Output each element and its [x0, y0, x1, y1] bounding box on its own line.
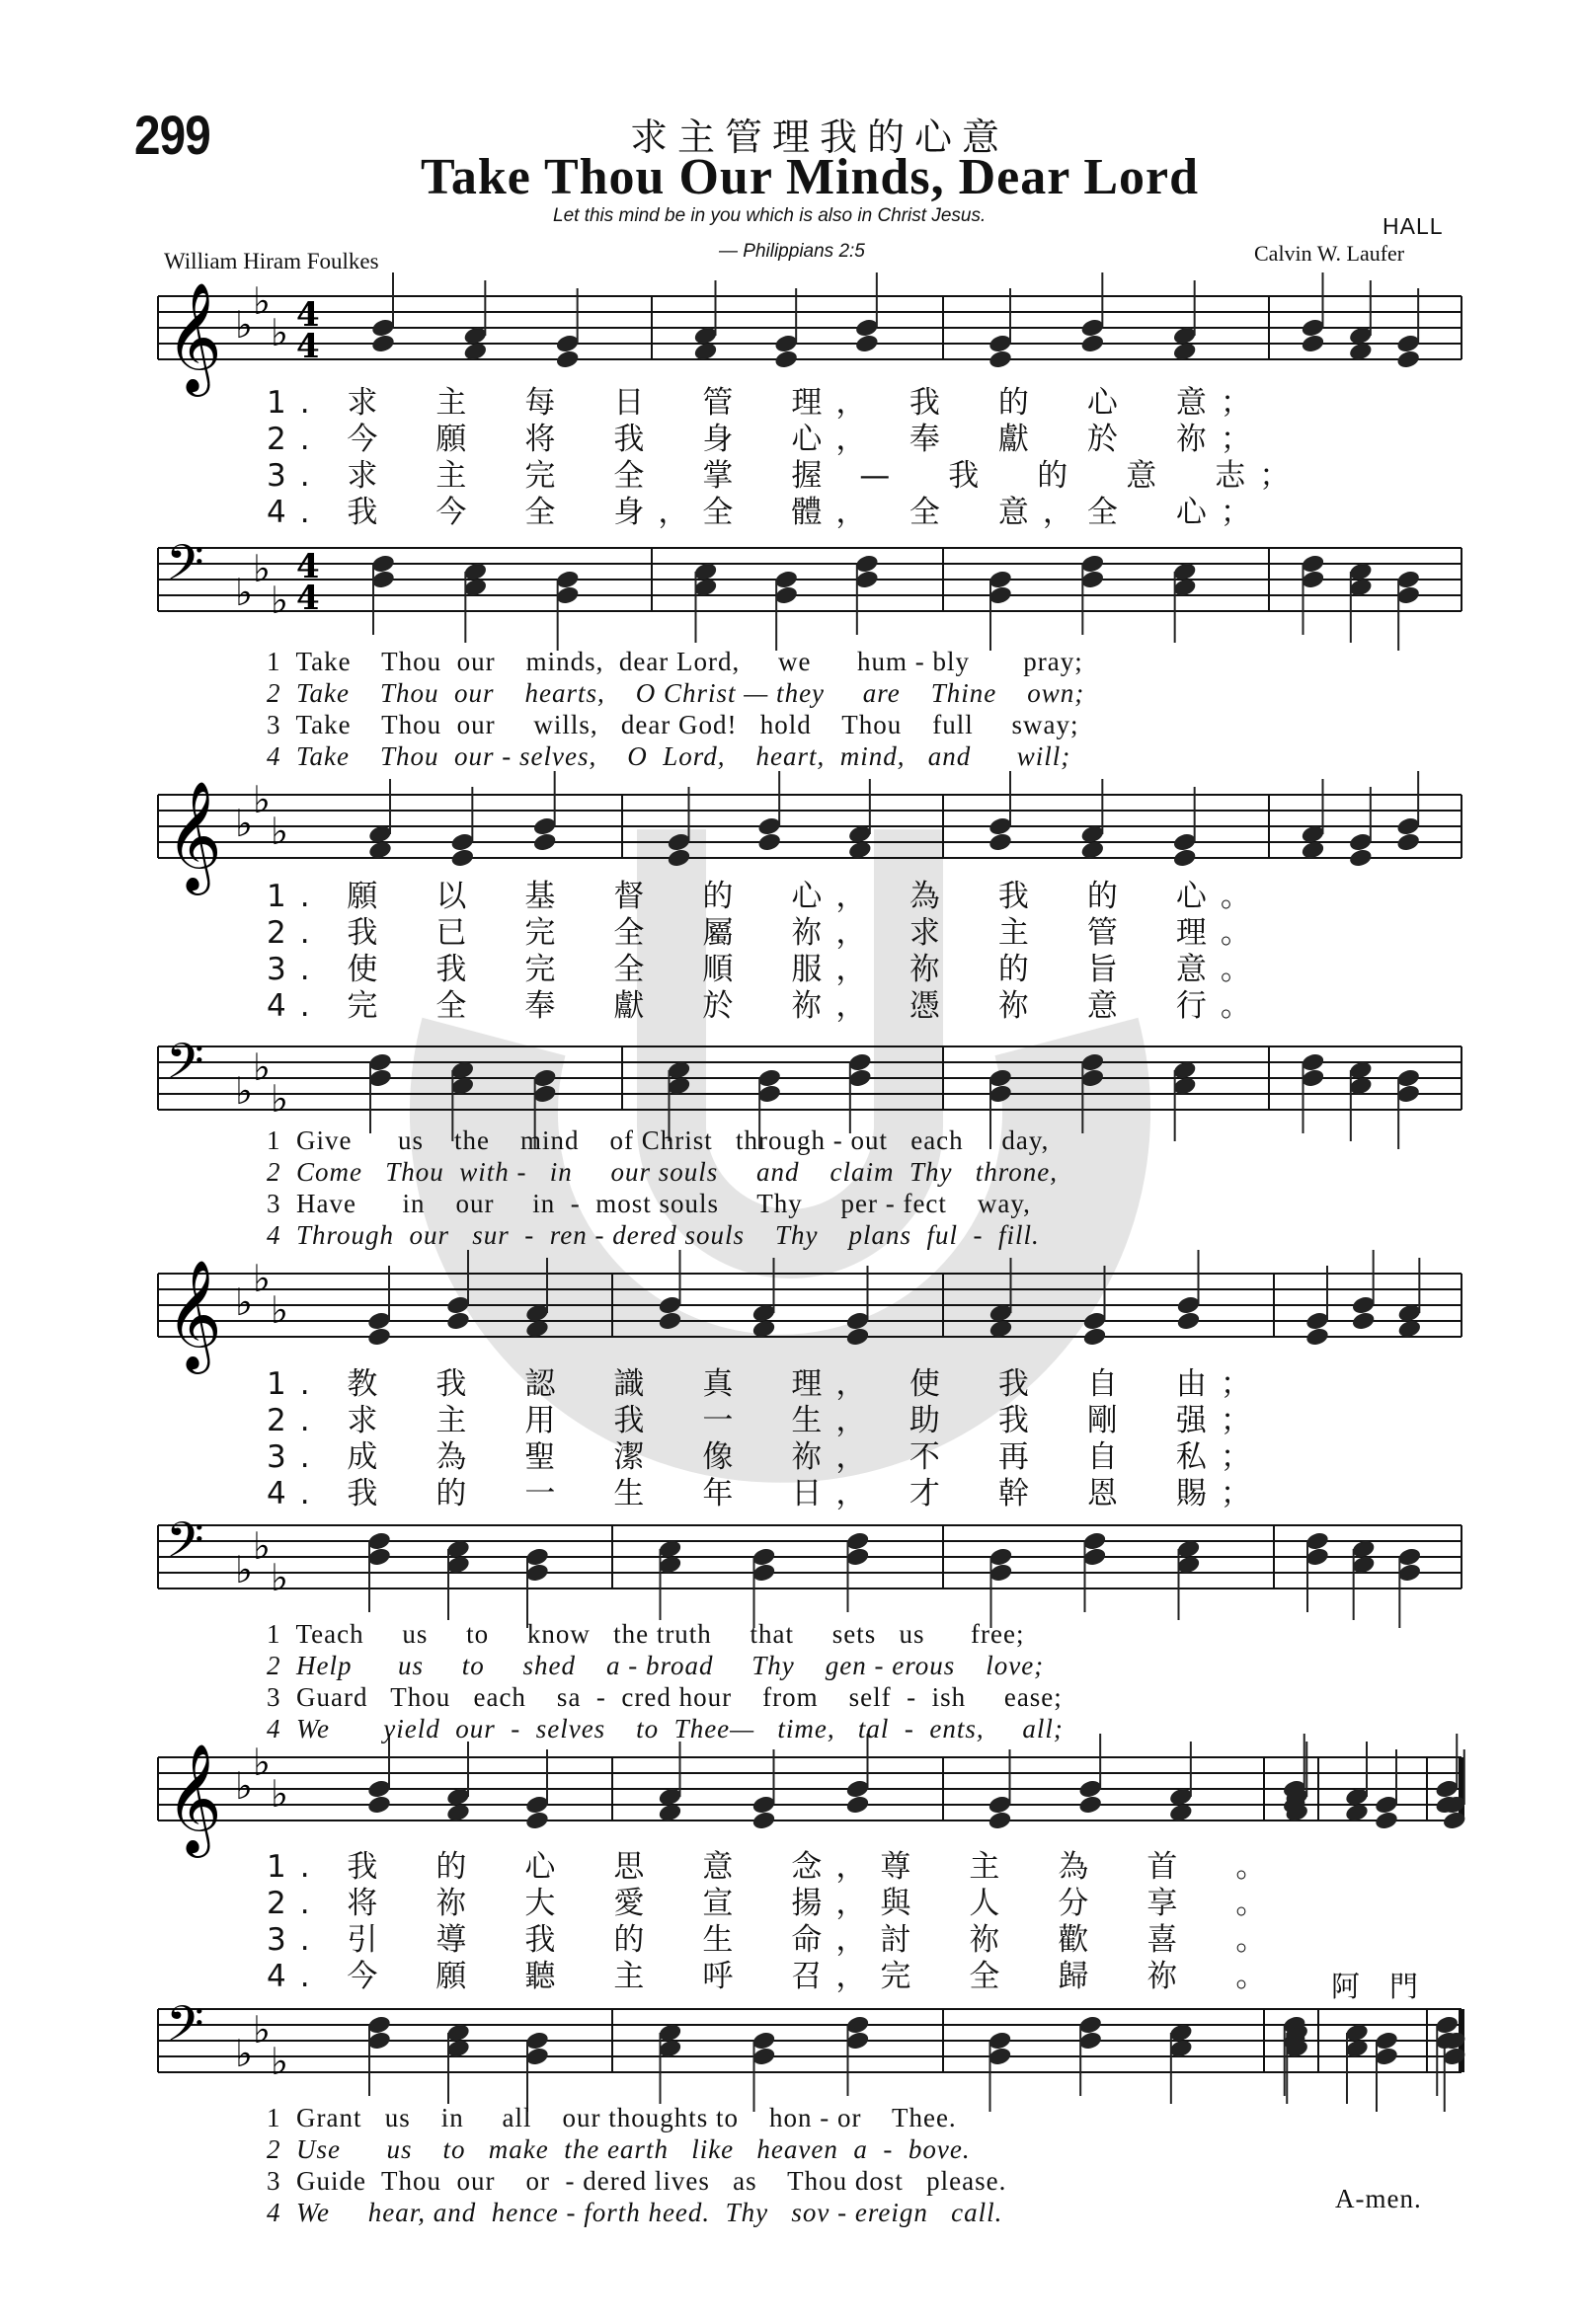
english-lyric-verse-2: 2 Help us to shed a - broad Thy gen - erous love; — [267, 1651, 1045, 1680]
chinese-lyric-verse-4: 4. 今 願 聽 主 呼 召，完 全 歸 祢 。 — [267, 1959, 1281, 1994]
chinese-title: 求主管理我的心意 — [629, 116, 1009, 159]
flat-icon: ♭ — [253, 547, 271, 590]
treble-clef-icon: 𝄞 — [166, 281, 222, 392]
bass-clef-icon: 𝄢 — [166, 1033, 204, 1103]
chinese-lyric-verse-4: 4. 我 今 全 身，全 體， 全 意，全 心； — [267, 495, 1265, 530]
flat-icon: ♭ — [271, 2040, 288, 2083]
treble-clef-icon: 𝄞 — [166, 1259, 222, 1369]
flat-icon: ♭ — [235, 1280, 253, 1324]
time-signature: 4 — [296, 295, 320, 335]
english-lyric-verse-3: 3 Have in our in - most souls Thy per - fect way, — [267, 1189, 1031, 1218]
chinese-lyric-verse-3: 3. 使 我 完 全 順 服， 祢 的 旨 意。 — [267, 952, 1265, 987]
amen-chinese: 阿門 — [1331, 1970, 1449, 2003]
chinese-lyric-verse-2: 2. 今 願 将 我 身 心， 奉 獻 於 祢； — [267, 422, 1265, 457]
flat-icon: ♭ — [235, 571, 253, 614]
flat-icon: ♭ — [271, 810, 288, 853]
flat-icon: ♭ — [253, 279, 271, 323]
flat-icon: ♭ — [271, 1772, 288, 1816]
chinese-lyric-verse-2: 2. 我 已 完 全 屬 祢， 求 主 管 理。 — [267, 915, 1265, 951]
english-lyric-verse-4: 4 Take Thou our - selves, O Lord, heart, mind, and will; — [267, 741, 1071, 771]
chinese-lyric-verse-2: 2. 将 祢 大 愛 宣 揚，與 人 分 享 。 — [267, 1886, 1281, 1921]
flat-icon: ♭ — [271, 1077, 288, 1121]
english-lyric-verse-3: 3 Take Thou our wills, dear God! hold Thou full sway; — [267, 710, 1079, 739]
flat-icon: ♭ — [253, 778, 271, 821]
flat-icon: ♭ — [271, 1288, 288, 1332]
treble-clef-icon: 𝄞 — [166, 1743, 222, 1853]
flat-icon: ♭ — [235, 2032, 253, 2075]
flat-icon: ♭ — [253, 1741, 271, 1784]
bass-clef-icon: 𝄢 — [166, 1511, 204, 1582]
time-signature: 4 — [296, 327, 320, 366]
flat-icon: ♭ — [253, 1524, 271, 1568]
tune-name: HALL — [1382, 213, 1444, 239]
chinese-lyric-verse-3: 3. 求 主 完 全 掌 握 — 我 的 意 志； — [267, 458, 1304, 494]
english-lyric-verse-2: 2 Come Thou with - in our souls and claim Thy throne, — [267, 1157, 1059, 1187]
english-lyric-verse-4: 4 We yield our - selves to Thee— time, tal - ents, all; — [267, 1714, 1064, 1743]
notehead — [1374, 1810, 1399, 1831]
flat-icon: ♭ — [235, 802, 253, 845]
notehead — [366, 1794, 392, 1816]
scripture-reference: — Philippians 2:5 — [719, 241, 865, 262]
time-signature: 4 — [296, 579, 320, 618]
english-lyric-verse-1: 1 Teach us to know the truth that sets us free; — [267, 1619, 1025, 1649]
chinese-lyric-verse-1: 1. 求 主 每 日 管 理， 我 的 心 意； — [267, 385, 1265, 421]
treble-clef-icon: 𝄞 — [166, 780, 222, 891]
flat-icon: ♭ — [253, 1046, 271, 1089]
flat-icon: ♭ — [271, 1556, 288, 1599]
amen-english: A-men. — [1335, 2184, 1422, 2213]
english-lyric-verse-2: 2 Use us to make the earth like heaven a - bove. — [267, 2134, 971, 2164]
composer-credit: Calvin W. Laufer — [1254, 241, 1405, 266]
chinese-lyric-verse-1: 1. 願 以 基 督 的 心， 為 我 的 心。 — [267, 879, 1265, 914]
english-lyric-verse-3: 3 Guard Thou each sa - cred hour from self - ish ease; — [267, 1682, 1063, 1712]
chinese-lyric-verse-4: 4. 我 的 一 生 年 日， 才 幹 恩 賜； — [267, 1476, 1265, 1511]
chinese-lyric-verse-1: 1. 教 我 認 識 真 理， 使 我 自 由； — [267, 1366, 1265, 1402]
chinese-lyric-verse-3: 3. 成 為 聖 潔 像 祢， 不 再 自 私； — [267, 1439, 1265, 1475]
notehead — [1077, 1794, 1103, 1816]
flat-icon: ♭ — [253, 2008, 271, 2052]
notehead — [751, 1810, 777, 1831]
chinese-lyric-verse-3: 3. 引 導 我 的 生 命，討 祢 歡 喜 。 — [267, 1922, 1281, 1958]
english-lyric-verse-1: 1 Take Thou our minds, dear Lord, we hum - bly pray; — [267, 647, 1083, 676]
english-lyric-verse-4: 4 Through our sur - ren - dered souls Thy plans ful - fill. — [267, 1220, 1040, 1250]
english-lyric-verse-1: 1 Give us the mind of Christ through - out each day, — [267, 1125, 1050, 1155]
english-title: Take Thou Our Minds, Dear Lord — [420, 149, 1200, 205]
flat-icon: ♭ — [271, 311, 288, 354]
bass-clef-icon: 𝄢 — [166, 1995, 204, 2065]
english-lyric-verse-1: 1 Grant us in all our thoughts to hon - or Thee. — [267, 2103, 957, 2132]
flat-icon: ♭ — [271, 579, 288, 622]
flat-icon: ♭ — [235, 303, 253, 347]
hymn-number: 299 — [134, 104, 210, 166]
scripture-verse: Let this mind be in you which is also in Christ Jesus. — [553, 205, 987, 226]
flat-icon: ♭ — [235, 1548, 253, 1591]
english-lyric-verse-4: 4 We hear, and hence - forth heed. Thy sov - ereign call. — [267, 2198, 1003, 2227]
flat-icon: ♭ — [235, 1764, 253, 1808]
time-signature: 4 — [296, 547, 320, 586]
english-lyric-verse-2: 2 Take Thou our hearts, O Christ — they are Thine own; — [267, 678, 1085, 708]
author-credit: William Hiram Foulkes — [164, 249, 379, 273]
bass-clef-icon: 𝄢 — [166, 534, 204, 604]
notehead — [524, 1810, 550, 1831]
notehead — [988, 1810, 1013, 1831]
notehead — [845, 1794, 871, 1816]
chinese-lyric-verse-1: 1. 我 的 心 思 意 念，尊 主 為 首 。 — [267, 1849, 1281, 1885]
chinese-lyric-verse-2: 2. 求 主 用 我 一 生， 助 我 剛 强； — [267, 1403, 1265, 1438]
flat-icon: ♭ — [235, 1069, 253, 1113]
flat-icon: ♭ — [253, 1257, 271, 1300]
chinese-lyric-verse-4: 4. 完 全 奉 獻 於 祢， 憑 祢 意 行。 — [267, 988, 1265, 1024]
english-lyric-verse-3: 3 Guide Thou our or - dered lives as Thou dost please. — [267, 2166, 1007, 2196]
